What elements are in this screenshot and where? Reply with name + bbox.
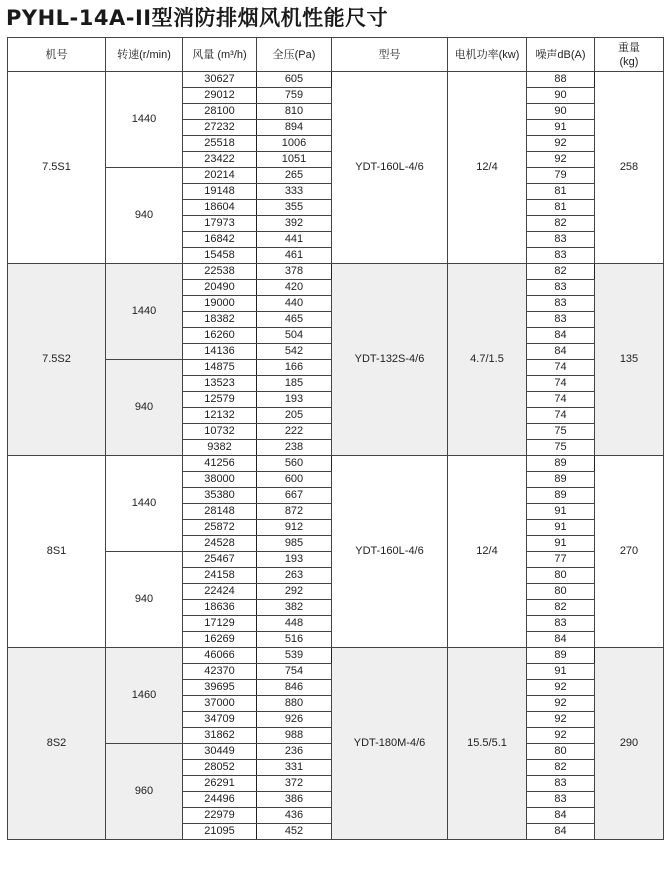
airflow-cell: 27232 — [183, 120, 257, 136]
noise-cell: 81 — [527, 200, 595, 216]
airflow-cell: 29012 — [183, 88, 257, 104]
airflow-cell: 18604 — [183, 200, 257, 216]
noise-cell: 82 — [527, 216, 595, 232]
pressure-cell: 754 — [257, 664, 332, 680]
table-row — [8, 264, 664, 280]
motor-power-cell: 15.5/5.1 — [448, 648, 527, 840]
pressure-cell: 372 — [257, 776, 332, 792]
pressure-cell: 926 — [257, 712, 332, 728]
pressure-cell: 539 — [257, 648, 332, 664]
airflow-cell: 34709 — [183, 712, 257, 728]
noise-cell: 83 — [527, 616, 595, 632]
pressure-cell: 292 — [257, 584, 332, 600]
speed-cell: 1440 — [106, 264, 183, 360]
airflow-cell: 30449 — [183, 744, 257, 760]
speed-cell: 960 — [106, 744, 183, 840]
speed-cell: 940 — [106, 168, 183, 264]
noise-cell: 74 — [527, 392, 595, 408]
airflow-cell: 31862 — [183, 728, 257, 744]
airflow-cell: 13523 — [183, 376, 257, 392]
airflow-cell: 35380 — [183, 488, 257, 504]
pressure-cell: 504 — [257, 328, 332, 344]
airflow-cell: 19000 — [183, 296, 257, 312]
airflow-cell: 22424 — [183, 584, 257, 600]
pressure-cell: 880 — [257, 696, 332, 712]
noise-cell: 80 — [527, 568, 595, 584]
airflow-cell: 42370 — [183, 664, 257, 680]
pressure-cell: 810 — [257, 104, 332, 120]
speed-cell: 940 — [106, 552, 183, 648]
pressure-cell: 236 — [257, 744, 332, 760]
noise-cell: 83 — [527, 792, 595, 808]
pressure-cell: 386 — [257, 792, 332, 808]
airflow-cell: 24496 — [183, 792, 257, 808]
airflow-cell: 46066 — [183, 648, 257, 664]
speed-cell: 940 — [106, 360, 183, 456]
airflow-cell: 25872 — [183, 520, 257, 536]
noise-cell: 91 — [527, 120, 595, 136]
noise-cell: 89 — [527, 472, 595, 488]
page-title: PYHL-14A-II型消防排烟风机性能尺寸 — [6, 6, 389, 30]
noise-cell: 83 — [527, 312, 595, 328]
airflow-cell: 28052 — [183, 760, 257, 776]
pressure-cell: 193 — [257, 392, 332, 408]
noise-cell: 91 — [527, 664, 595, 680]
noise-cell: 88 — [527, 72, 595, 88]
pressure-cell: 542 — [257, 344, 332, 360]
pressure-cell: 912 — [257, 520, 332, 536]
noise-cell: 91 — [527, 504, 595, 520]
airflow-cell: 20490 — [183, 280, 257, 296]
pressure-cell: 1006 — [257, 136, 332, 152]
pressure-cell: 985 — [257, 536, 332, 552]
airflow-cell: 10732 — [183, 424, 257, 440]
noise-cell: 84 — [527, 824, 595, 840]
airflow-cell: 15458 — [183, 248, 257, 264]
noise-cell: 75 — [527, 424, 595, 440]
pressure-cell: 667 — [257, 488, 332, 504]
performance-table — [7, 37, 664, 840]
speed-cell: 1440 — [106, 72, 183, 168]
noise-cell: 91 — [527, 536, 595, 552]
noise-cell: 74 — [527, 360, 595, 376]
pressure-cell: 440 — [257, 296, 332, 312]
noise-cell: 82 — [527, 600, 595, 616]
airflow-cell: 23422 — [183, 152, 257, 168]
header-model-no: 机号 — [8, 38, 106, 72]
noise-cell: 89 — [527, 488, 595, 504]
airflow-cell: 14875 — [183, 360, 257, 376]
airflow-cell: 25518 — [183, 136, 257, 152]
pressure-cell: 420 — [257, 280, 332, 296]
model-no-cell: 7.5S2 — [8, 264, 106, 456]
motor-model-cell: YDT-160L-4/6 — [332, 72, 448, 264]
noise-cell: 82 — [527, 264, 595, 280]
airflow-cell: 21095 — [183, 824, 257, 840]
noise-cell: 90 — [527, 104, 595, 120]
airflow-cell: 25467 — [183, 552, 257, 568]
airflow-cell: 17129 — [183, 616, 257, 632]
noise-cell: 80 — [527, 744, 595, 760]
pressure-cell: 465 — [257, 312, 332, 328]
noise-cell: 83 — [527, 248, 595, 264]
noise-cell: 90 — [527, 88, 595, 104]
airflow-cell: 12132 — [183, 408, 257, 424]
model-no-cell: 8S2 — [8, 648, 106, 840]
airflow-cell: 19148 — [183, 184, 257, 200]
airflow-cell: 38000 — [183, 472, 257, 488]
noise-cell: 79 — [527, 168, 595, 184]
pressure-cell: 436 — [257, 808, 332, 824]
noise-cell: 84 — [527, 808, 595, 824]
header-row — [8, 38, 664, 72]
noise-cell: 74 — [527, 376, 595, 392]
airflow-cell: 41256 — [183, 456, 257, 472]
noise-cell: 92 — [527, 696, 595, 712]
pressure-cell: 448 — [257, 616, 332, 632]
airflow-cell: 37000 — [183, 696, 257, 712]
pressure-cell: 382 — [257, 600, 332, 616]
noise-cell: 92 — [527, 152, 595, 168]
pressure-cell: 872 — [257, 504, 332, 520]
speed-cell: 1440 — [106, 456, 183, 552]
airflow-cell: 26291 — [183, 776, 257, 792]
weight-cell: 270 — [595, 456, 664, 648]
noise-cell: 92 — [527, 680, 595, 696]
pressure-cell: 378 — [257, 264, 332, 280]
motor-power-cell: 12/4 — [448, 456, 527, 648]
noise-cell: 84 — [527, 344, 595, 360]
pressure-cell: 263 — [257, 568, 332, 584]
weight-cell: 135 — [595, 264, 664, 456]
airflow-cell: 39695 — [183, 680, 257, 696]
motor-power-cell: 12/4 — [448, 72, 527, 264]
pressure-cell: 846 — [257, 680, 332, 696]
noise-cell: 83 — [527, 280, 595, 296]
airflow-cell: 14136 — [183, 344, 257, 360]
pressure-cell: 452 — [257, 824, 332, 840]
header-speed: 转速(r/min) — [106, 38, 183, 72]
pressure-cell: 600 — [257, 472, 332, 488]
noise-cell: 92 — [527, 712, 595, 728]
noise-cell: 83 — [527, 776, 595, 792]
airflow-cell: 20214 — [183, 168, 257, 184]
model-no-cell: 8S1 — [8, 456, 106, 648]
noise-cell: 82 — [527, 760, 595, 776]
airflow-cell: 17973 — [183, 216, 257, 232]
noise-cell: 81 — [527, 184, 595, 200]
pressure-cell: 605 — [257, 72, 332, 88]
motor-model-cell: YDT-160L-4/6 — [332, 456, 448, 648]
weight-cell: 258 — [595, 72, 664, 264]
airflow-cell: 28148 — [183, 504, 257, 520]
table-row — [8, 72, 664, 88]
header-weight: 重量 (kg) — [595, 38, 664, 72]
airflow-cell: 24528 — [183, 536, 257, 552]
airflow-cell: 22538 — [183, 264, 257, 280]
pressure-cell: 238 — [257, 440, 332, 456]
airflow-cell: 30627 — [183, 72, 257, 88]
header-airflow: 风量 (m³/h) — [183, 38, 257, 72]
noise-cell: 89 — [527, 456, 595, 472]
model-no-cell: 7.5S1 — [8, 72, 106, 264]
noise-cell: 83 — [527, 232, 595, 248]
pressure-cell: 166 — [257, 360, 332, 376]
airflow-cell: 28100 — [183, 104, 257, 120]
noise-cell: 84 — [527, 632, 595, 648]
airflow-cell: 18382 — [183, 312, 257, 328]
pressure-cell: 894 — [257, 120, 332, 136]
airflow-cell: 16260 — [183, 328, 257, 344]
noise-cell: 92 — [527, 728, 595, 744]
noise-cell: 92 — [527, 136, 595, 152]
pressure-cell: 1051 — [257, 152, 332, 168]
speed-cell: 1460 — [106, 648, 183, 744]
noise-cell: 91 — [527, 520, 595, 536]
weight-cell: 290 — [595, 648, 664, 840]
pressure-cell: 265 — [257, 168, 332, 184]
pressure-cell: 392 — [257, 216, 332, 232]
airflow-cell: 16842 — [183, 232, 257, 248]
airflow-cell: 9382 — [183, 440, 257, 456]
noise-cell: 83 — [527, 296, 595, 312]
motor-power-cell: 4.7/1.5 — [448, 264, 527, 456]
pressure-cell: 441 — [257, 232, 332, 248]
motor-model-cell: YDT-180M-4/6 — [332, 648, 448, 840]
noise-cell: 89 — [527, 648, 595, 664]
motor-model-cell: YDT-132S-4/6 — [332, 264, 448, 456]
header-pressure: 全压(Pa) — [257, 38, 332, 72]
pressure-cell: 516 — [257, 632, 332, 648]
noise-cell: 75 — [527, 440, 595, 456]
table-row — [8, 456, 664, 472]
pressure-cell: 355 — [257, 200, 332, 216]
pressure-cell: 193 — [257, 552, 332, 568]
pressure-cell: 988 — [257, 728, 332, 744]
airflow-cell: 18636 — [183, 600, 257, 616]
header-noise: 噪声dB(A) — [527, 38, 595, 72]
pressure-cell: 331 — [257, 760, 332, 776]
pressure-cell: 185 — [257, 376, 332, 392]
airflow-cell: 16269 — [183, 632, 257, 648]
airflow-cell: 22979 — [183, 808, 257, 824]
pressure-cell: 222 — [257, 424, 332, 440]
pressure-cell: 759 — [257, 88, 332, 104]
airflow-cell: 24158 — [183, 568, 257, 584]
pressure-cell: 205 — [257, 408, 332, 424]
noise-cell: 77 — [527, 552, 595, 568]
noise-cell: 74 — [527, 408, 595, 424]
table-row — [8, 648, 664, 664]
header-motor-model: 型号 — [332, 38, 448, 72]
pressure-cell: 560 — [257, 456, 332, 472]
header-motor-power: 电机功率(kw) — [448, 38, 527, 72]
noise-cell: 80 — [527, 584, 595, 600]
pressure-cell: 461 — [257, 248, 332, 264]
noise-cell: 84 — [527, 328, 595, 344]
airflow-cell: 12579 — [183, 392, 257, 408]
pressure-cell: 333 — [257, 184, 332, 200]
